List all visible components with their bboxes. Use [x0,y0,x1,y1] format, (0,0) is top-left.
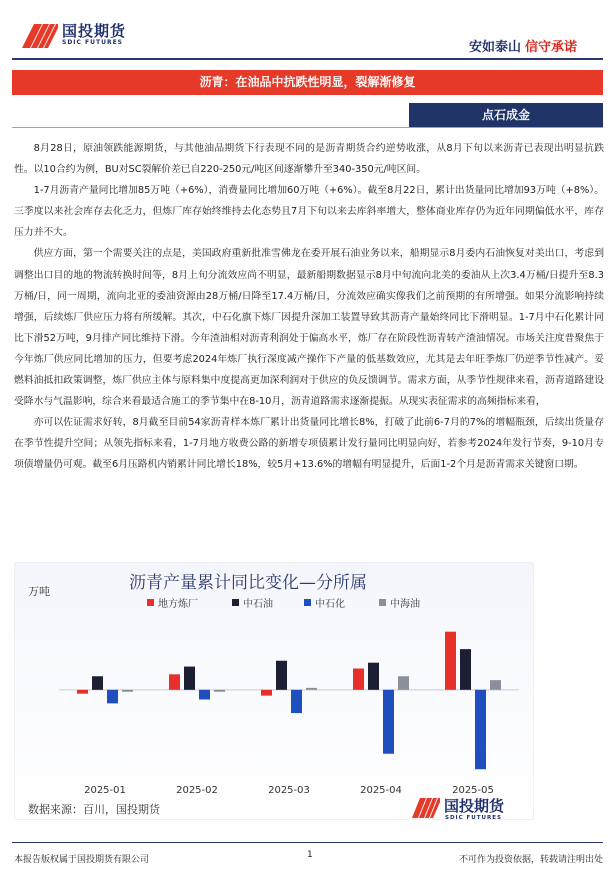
legend-label: 中石油 [243,599,273,610]
bar [460,649,471,690]
bar [306,688,317,690]
paragraph-1: 8月28日，原油领跌能源期货，与其他油品期货下行表现不同的是沥青期货合约逆势收涨，从8月下旬以来沥青已表现出明显抗跌性。以10合约为例，BU对SC裂解价差已自220-250元/吨区间逐渐攀升至340-350元/吨区间。 [14,143,604,176]
slogan-part-2: 信守承诺 [524,40,577,55]
disclaimer: 不可作为投资依据，转载请注明出处 [458,855,603,865]
bar [383,690,394,754]
watermark-english-name: SDIC FUTURES [445,815,502,820]
bar [398,676,409,690]
legend-label: 中海油 [390,599,420,610]
bar [490,680,501,690]
paragraph-2: 1-7月沥青产量同比增加85万吨（+6%），消费量同比增加60万吨（+6%）。截至8月22日，累计出货量同比增加93万吨（+8%）。三季度以来社会库存去化乏力，但炼厂库存始终维持去化态势且7月下旬以来去库斜率增大，整体商业库存仍为近年同期偏低水平，库存压力并不大。 [14,185,604,239]
slogan-part-1: 安如泰山 [468,40,521,55]
report-body [14,138,604,476]
bar [77,690,88,694]
paragraph-4: 亦可以佐证需求好转，8月截至目前54家沥青样本炼厂累计出货量同比增长8%，打破了此前6-7月的7%的增幅瓶颈，后续出货量存在季节性提升空间；从领先指标来看，1-7月地方收费公路的新增专项债累计发行量同比明显向好，若参考2024年发行节奏，9-10月专项债增量仍可观。截至6月压路机内销累计同比增长18%，较5月+13.6%的增幅有明显提升，后面1-2个月是沥青需求关键窗口期。 [14,417,604,471]
bar [475,690,486,769]
paragraph-3: 供应方面，第一个需要关注的点是，美国政府重新批准雪佛龙在委开展石油业务以来，船期显示8月委内石油恢复对美出口，考虑到调整出口目的地的物流转换时间等，8月上旬分流效应尚不明显，最新船期数据显示8月中旬流向北美的委油从上次3.4万桶/日提升至8.3万桶/日，同一周期，流向北亚的委油资源由28万桶/日降至17.4万桶/日，分流效应确实像我们之前预期的有所增强。如果分流影响持续增强，后续炼厂供应压力将有所缓解。其次，中石化旗下炼厂因提升深加工装置导致其沥青产量始终同比下滑明显。1-7月中石化累计同比下滑52万吨，9月排产同比维持下滑。今年渣油相对沥青利润处于偏高水平，炼厂存在阶段性沥青转产渣油情况。市场关注度普聚焦于今年炼厂供应同比增加的压力，但要考虑2024年炼厂执行深度减产操作下产量的低基数效应，尤其是去年旺季炼厂仍逆季节性减产。妥燃料油抵扣政策调整，炼厂供应主体与原料集中度提高更加深利润对于供应的负反馈调节。需求方面，从季节性规律来看，沥青道路建设受降水与气温影响，综合来看最适合施工的季节集中在8-10月，沥青道路需求逐渐提振。从现实表征需求的高频指标来看， [14,248,604,408]
bar [261,690,272,696]
x-tick-label: 2025-04 [360,785,402,796]
header-divider [12,58,603,60]
x-tick-label: 2025-01 [84,785,126,796]
bar [107,690,118,704]
bar [169,674,180,690]
bar [276,661,287,690]
bar [368,663,379,690]
logo-stripes-icon [20,22,58,48]
x-tick-label: 2025-05 [452,785,494,796]
legend-swatch [379,599,386,606]
copyright-notice: 本报告版权属于国投期货有限公司 [14,855,150,865]
chart-canvas [14,562,534,820]
watermark-logo [412,798,440,818]
x-tick-label: 2025-03 [268,785,310,796]
bar [122,690,133,692]
page-number: 1 [307,850,313,860]
production-chart [14,562,534,820]
legend-swatch [304,599,311,606]
legend-label: 地方炼厂 [158,599,198,610]
report-title: 沥青：在油品中抗跌性明显，裂解渐修复 [12,70,603,95]
watermark-name: 国投期货 [444,797,505,815]
company-logo [20,22,126,48]
logo-english-name: SDIC FUTURES [62,39,124,46]
footer-divider [12,842,603,843]
bar [184,667,195,690]
slogan [469,36,577,55]
bar [445,632,456,690]
page-header [0,0,615,60]
y-axis-label: 万吨 [28,585,50,598]
data-source: 数据来源：百川，国投期货 [28,803,160,816]
section-tag: 点石成金 [409,103,603,128]
legend-label: 中石化 [315,599,345,610]
bar [353,669,364,690]
x-tick-label: 2025-02 [176,785,218,796]
bar [291,690,302,713]
bar [199,690,210,700]
legend-swatch [147,599,154,606]
bar [214,690,225,692]
bar [92,676,103,690]
chart-title: 沥青产量累计同比变化—分所属 [129,573,367,593]
section-divider [12,127,603,128]
logo-name: 国投期货 [62,22,127,40]
legend-swatch [232,599,239,606]
